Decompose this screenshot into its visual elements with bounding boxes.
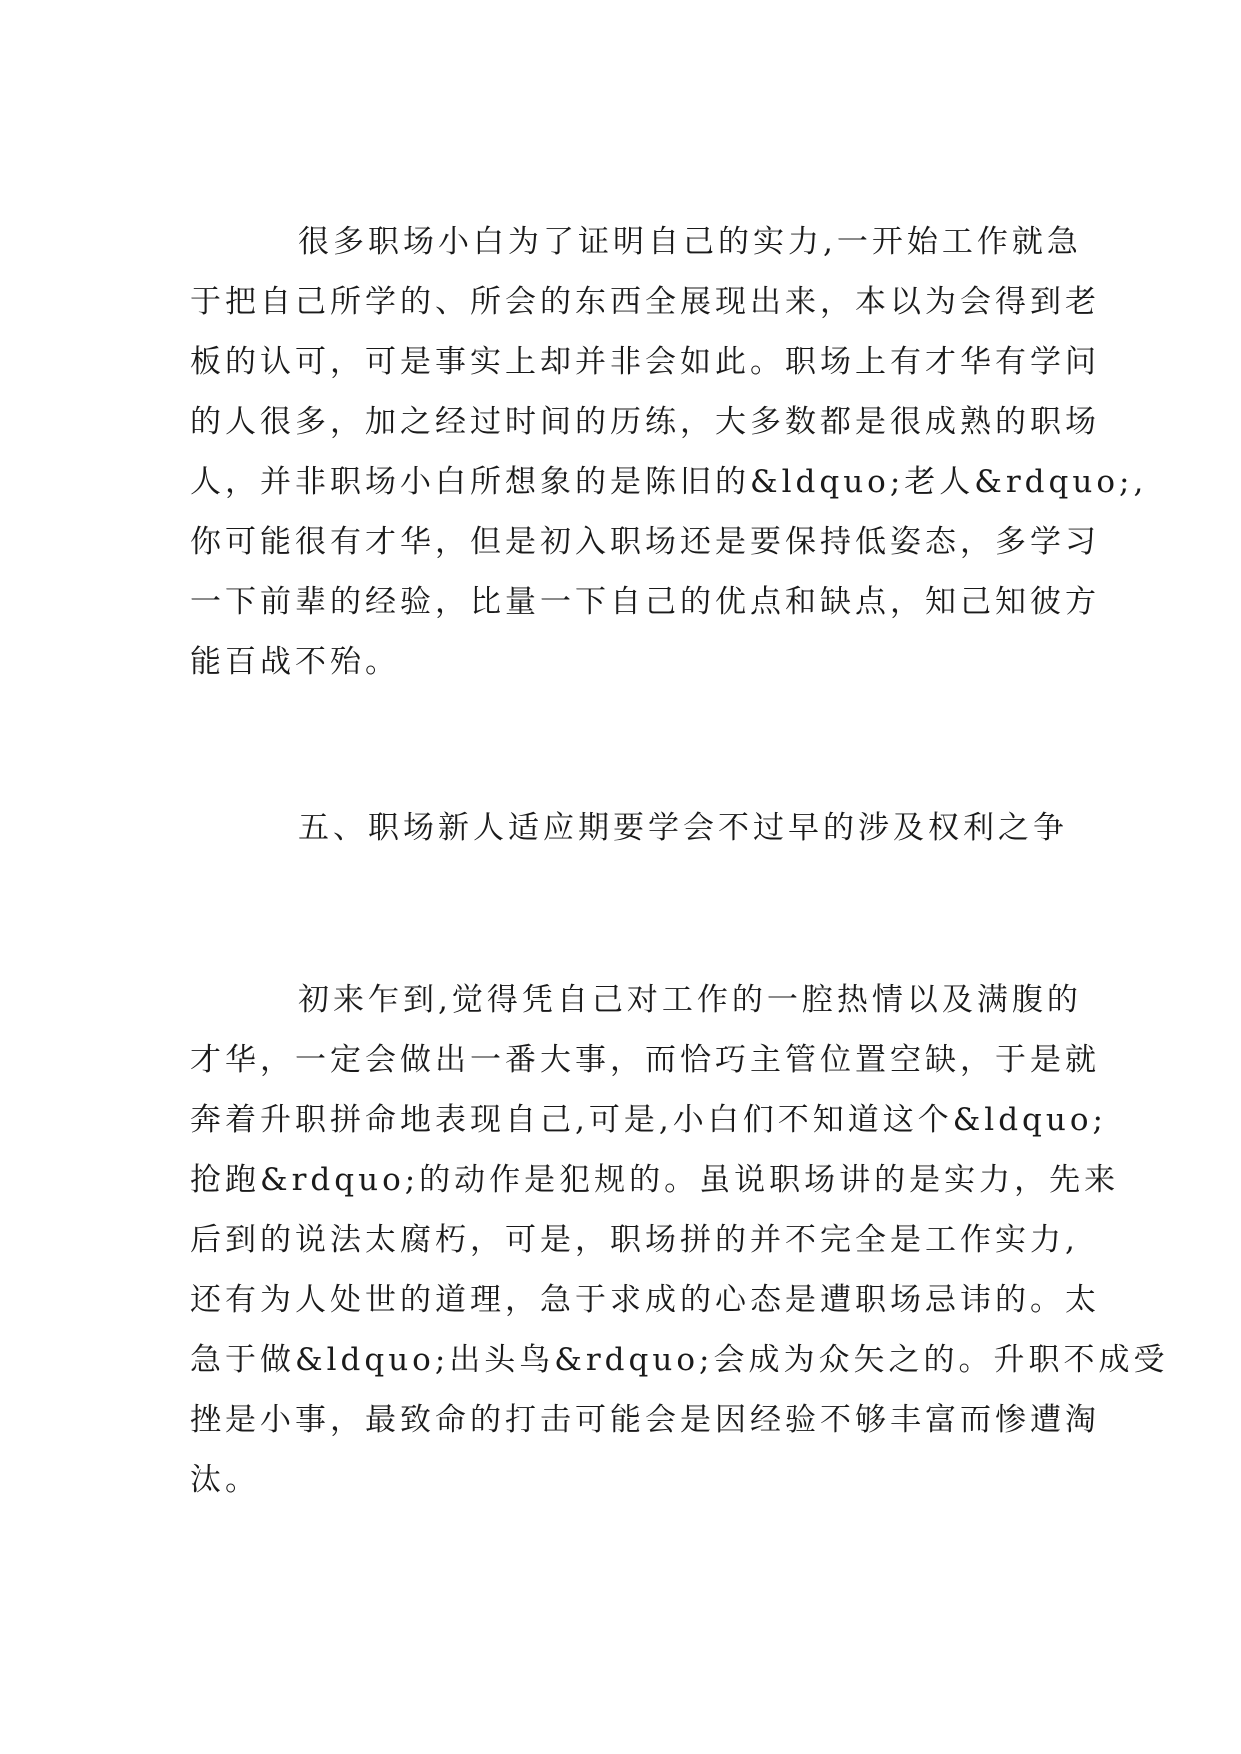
- paragraph-line: 能百战不殆。: [190, 644, 400, 680]
- section-heading: [190, 798, 1068, 858]
- paragraph-line: 抢跑&rdquo;的动作是犯规的。虽说职场讲的是实力，先来: [190, 1162, 1120, 1198]
- paragraph-line: 汰。: [190, 1462, 260, 1498]
- paragraph-line: 还有为人处世的道理，急于求成的心态是遭职场忌讳的。太: [190, 1282, 1100, 1318]
- paragraph-line: 才华，一定会做出一番大事，而恰巧主管位置空缺，于是就: [190, 1042, 1100, 1078]
- paragraph-line: 初来乍到,觉得凭自己对工作的一腔热情以及满腹的: [298, 982, 1082, 1018]
- paragraph-line: 后到的说法太腐朽，可是，职场拼的并不完全是工作实力,: [190, 1222, 1079, 1258]
- paragraph-line: 的人很多，加之经过时间的历练，大多数都是很成熟的职场: [190, 404, 1100, 440]
- paragraph-2: [190, 970, 1169, 1510]
- paragraph-line: 很多职场小白为了证明自己的实力,一开始工作就急: [298, 224, 1082, 260]
- paragraph-line: 板的认可，可是事实上却并非会如此。职场上有才华有学问: [190, 344, 1100, 380]
- paragraph-line: 人，并非职场小白所想象的是陈旧的&ldquo;老人&rdquo;,: [190, 464, 1148, 500]
- paragraph-1: [190, 212, 1148, 692]
- paragraph-line: 急于做&ldquo;出头鸟&rdquo;会成为众矢之的。升职不成受: [190, 1342, 1169, 1378]
- paragraph-line: 于把自己所学的、所会的东西全展现出来，本以为会得到老: [190, 284, 1100, 320]
- paragraph-line: 你可能很有才华，但是初入职场还是要保持低姿态，多学习: [190, 524, 1100, 560]
- paragraph-line: 奔着升职拼命地表现自己,可是,小白们不知道这个&ldquo;: [190, 1102, 1107, 1138]
- section-heading-text: 五、职场新人适应期要学会不过早的涉及权利之争: [298, 810, 1068, 846]
- paragraph-line: 挫是小事，最致命的打击可能会是因经验不够丰富而惨遭淘: [190, 1402, 1100, 1438]
- paragraph-line: 一下前辈的经验，比量一下自己的优点和缺点，知己知彼方: [190, 584, 1100, 620]
